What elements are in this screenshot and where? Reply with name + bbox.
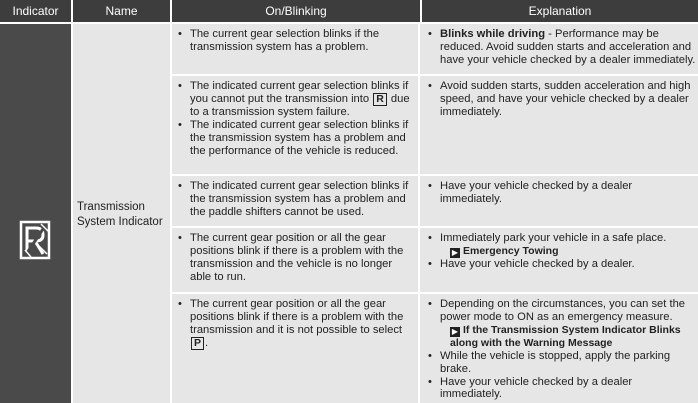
table-row — [172, 24, 698, 74]
on-text: The indicated current gear selection blinks if you cannot put the transmission into — [190, 80, 409, 105]
exp-item: • Avoid sudden starts, sudden acceleration and high speed, and have your vehicle checked by a dealer immediately. — [422, 80, 696, 119]
indicator-name — [77, 200, 169, 230]
exp-text: Immediately park your vehicle in a safe place. — [440, 232, 667, 244]
transmission-system-indicator-icon — [19, 220, 51, 260]
on-item: • The indicated current gear selection blinks if the transmission system has a problem and the paddle shifters cannot be used. — [172, 180, 416, 219]
exp-item: • Have your vehicle checked by a dealer immediately. — [422, 376, 696, 402]
exp-item: • Have your vehicle checked by a dealer. — [422, 258, 696, 271]
exp-item: • Have your vehicle checked by a dealer immediately. — [422, 180, 696, 206]
exp-text: - Performance may be reduced. Avoid sudden starts and acceleration and have your vehicle checked by a dealer immediately. — [440, 28, 696, 66]
table-row — [172, 228, 698, 292]
on-item — [172, 80, 416, 119]
table-header — [0, 0, 698, 22]
name-line-1: Transmission — [77, 201, 145, 213]
header-on-blinking: On/Blinking — [172, 0, 422, 22]
gear-p-key: P — [191, 337, 204, 350]
on-item: • The current gear position or all the gear positions blink if there is a problem with the transmission and the vehicle is no longer able to run. — [172, 232, 416, 284]
on-text: . — [205, 336, 209, 349]
on-item: • The indicated current gear selection blinks if the transmission system has a problem and the performance of the vehicle is reduced. — [172, 119, 416, 158]
exp-item — [422, 28, 696, 67]
emergency-towing-link[interactable] — [440, 245, 696, 258]
arrow-right-icon: ▶ — [451, 326, 459, 336]
exp-bold: Blinks while driving — [440, 28, 546, 40]
name-line-2: System Indicator — [77, 216, 163, 228]
ref-label: If the Transmission System Indicator Blinks along with the Warning Message — [450, 323, 681, 349]
arrow-right-icon: ▶ — [451, 247, 459, 257]
on-item: • The current gear selection blinks if the transmission system has a problem. — [172, 28, 416, 54]
table-row — [172, 176, 698, 226]
name-cell — [71, 24, 170, 403]
table-row — [172, 76, 698, 174]
table-row — [172, 294, 698, 403]
gear-r-key: R — [373, 93, 387, 106]
transmission-blinks-link[interactable] — [440, 324, 696, 350]
header-indicator: Indicator — [0, 0, 73, 22]
exp-item: • While the vehicle is stopped, apply the parking brake. — [422, 350, 696, 376]
ref-label: Emergency Towing — [463, 244, 559, 257]
header-name: Name — [73, 0, 172, 22]
indicator-cell — [0, 24, 71, 403]
on-text: The current gear position or all the gear positions blink if there is a problem with the transmission and it is not possible to select — [190, 298, 404, 336]
on-item — [172, 298, 416, 350]
on-text: due to a transmission system failure. — [190, 92, 410, 118]
exp-text: Depending on the circumstances, you can set the power mode to ON as an emergency measure. — [440, 298, 686, 323]
exp-item — [422, 298, 696, 350]
header-explanation: Explanation — [528, 4, 592, 18]
exp-item — [422, 232, 696, 258]
